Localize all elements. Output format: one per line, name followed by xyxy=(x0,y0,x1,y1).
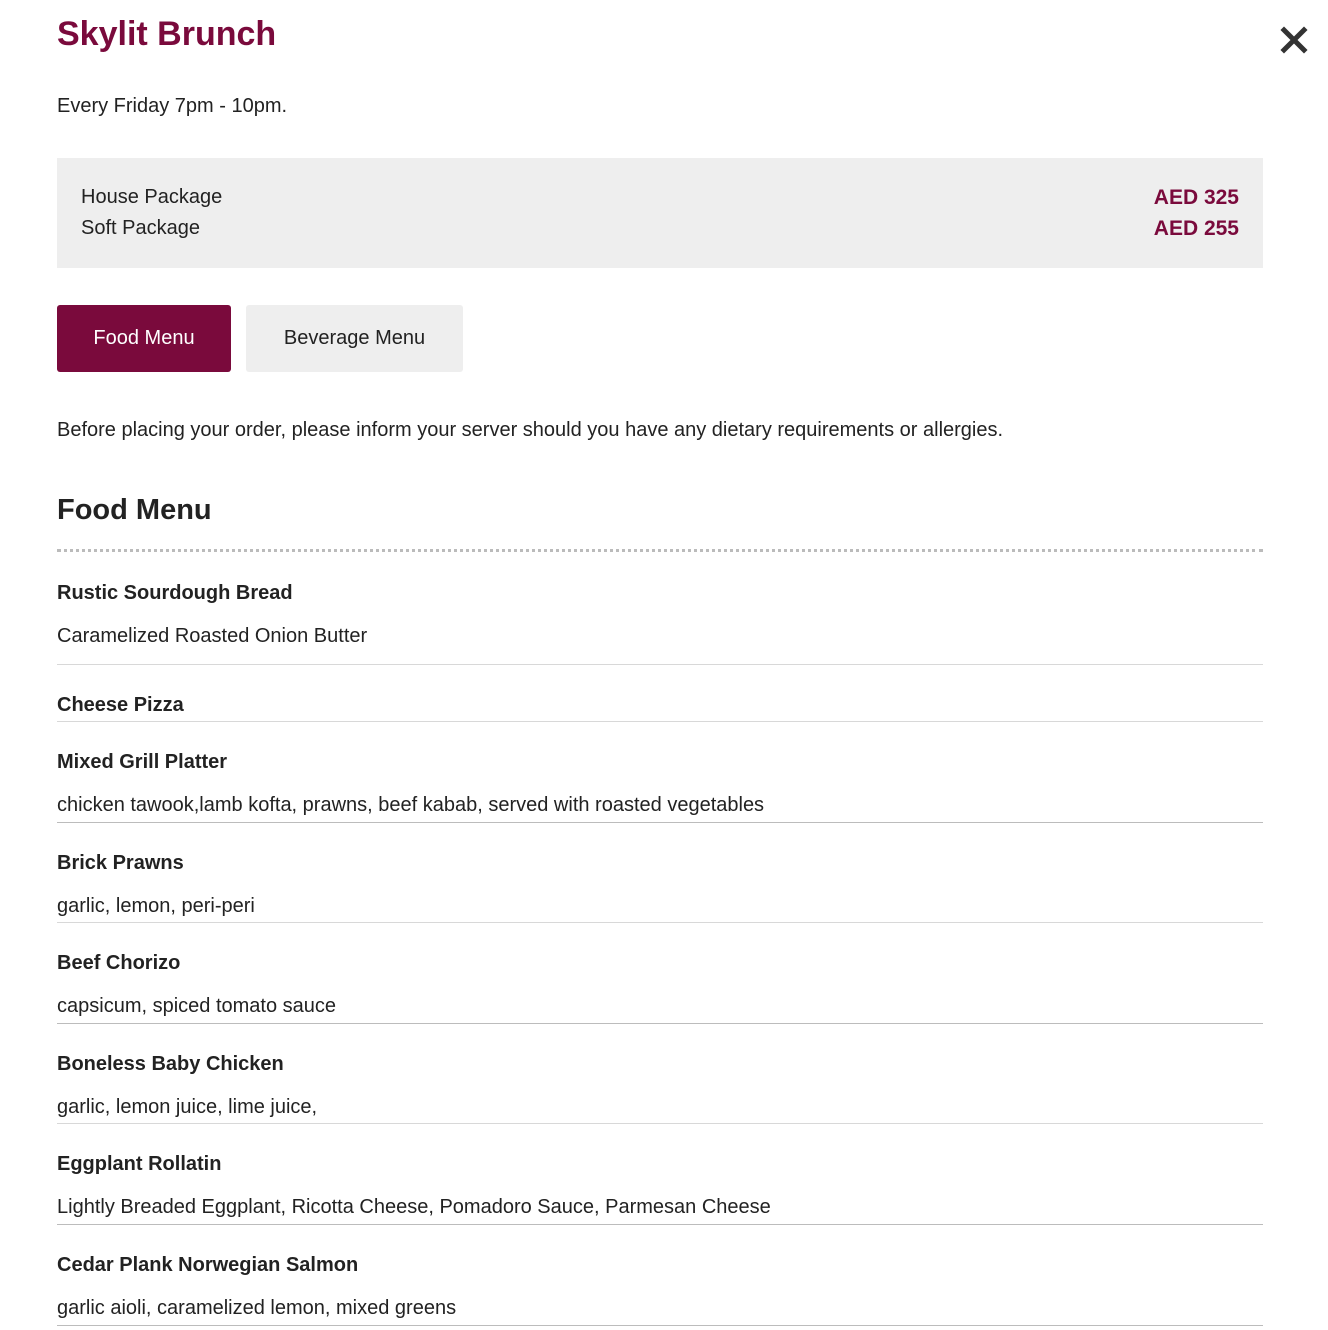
schedule-text: Every Friday 7pm - 10pm. xyxy=(57,95,288,117)
menu-item-name: Mixed Grill Platter xyxy=(57,751,228,773)
packages-panel xyxy=(57,158,1263,268)
menu-item-description: garlic, lemon juice, lime juice, xyxy=(57,1096,318,1118)
menu-item-description: Caramelized Roasted Onion Butter xyxy=(57,625,368,647)
menu-item-description: capsicum, spiced tomato sauce xyxy=(57,995,337,1017)
section-divider xyxy=(57,549,1263,552)
menu-item xyxy=(57,553,1263,665)
menu-item-description: Lightly Breaded Eggplant, Ricotta Cheese, Pomadoro Sauce, Parmesan Cheese xyxy=(57,1196,771,1218)
menu-tabs xyxy=(57,305,463,372)
menu-item xyxy=(57,1124,1263,1225)
menu-item xyxy=(57,823,1263,923)
menu-item xyxy=(57,722,1263,823)
section-title: Food Menu xyxy=(57,494,212,526)
package-row-soft xyxy=(81,213,1239,244)
menu-item-name: Boneless Baby Chicken xyxy=(57,1053,284,1075)
package-name: House Package xyxy=(81,186,223,208)
menu-item-name: Eggplant Rollatin xyxy=(57,1153,222,1175)
package-price: AED 255 xyxy=(1153,217,1239,240)
menu-item-name: Cheese Pizza xyxy=(57,694,184,716)
menu-item-description: chicken tawook,lamb kofta, prawns, beef kabab, served with roasted vegetables xyxy=(57,794,765,816)
page-title: Skylit Brunch xyxy=(57,15,277,53)
tab-beverage-menu[interactable]: Beverage Menu xyxy=(246,305,463,372)
menu-item-name: Beef Chorizo xyxy=(57,952,181,974)
close-icon xyxy=(1280,26,1308,54)
package-name: Soft Package xyxy=(81,217,200,239)
menu-item-name: Cedar Plank Norwegian Salmon xyxy=(57,1254,359,1276)
menu-item xyxy=(57,1024,1263,1124)
menu-list xyxy=(57,553,1263,1326)
menu-item xyxy=(57,923,1263,1024)
package-price: AED 325 xyxy=(1153,186,1239,209)
menu-item xyxy=(57,665,1263,722)
menu-item xyxy=(57,1225,1263,1326)
menu-item-name: Rustic Sourdough Bread xyxy=(57,582,293,604)
package-row-house xyxy=(81,182,1239,213)
menu-item-description: garlic aioli, caramelized lemon, mixed greens xyxy=(57,1297,457,1319)
dietary-notice: Before placing your order, please inform your server should you have any dietary requirements or allergies. xyxy=(57,419,1004,441)
menu-item-name: Brick Prawns xyxy=(57,852,184,874)
tab-food-menu[interactable]: Food Menu xyxy=(57,305,231,372)
close-button[interactable] xyxy=(1280,26,1308,54)
menu-item-description: garlic, lemon, peri-peri xyxy=(57,895,255,917)
